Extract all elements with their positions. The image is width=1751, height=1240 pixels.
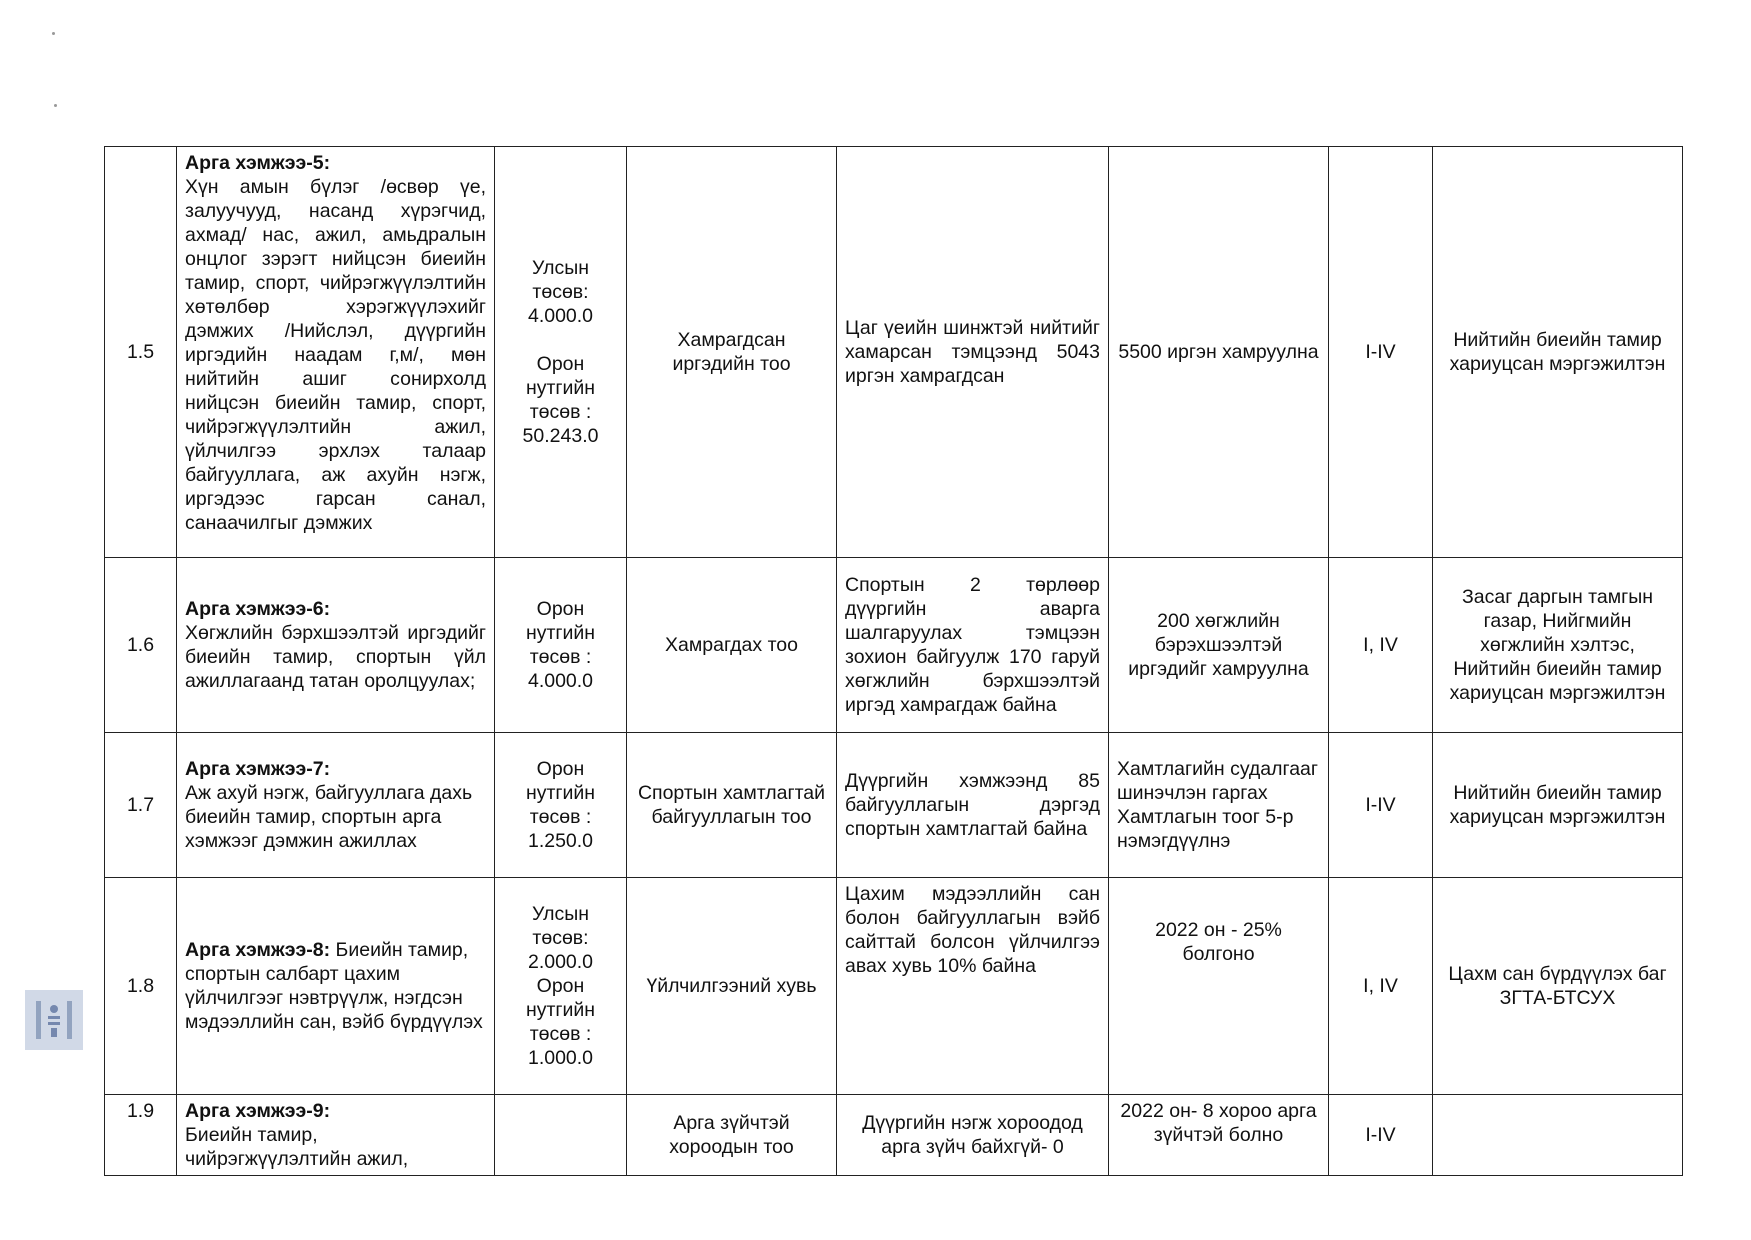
- scan-speck: [54, 104, 57, 107]
- action-title: Арга хэмжээ-8:: [185, 939, 331, 961]
- responsible-cell: Цахм сан бүрдүүлэх баг ЗГТА-БТСУХ: [1433, 878, 1683, 1095]
- budget-cell: Орон нутгийн төсөв : 4.000.0: [495, 558, 627, 733]
- budget-cell: Улсын төсөв: 2.000.0 Орон нутгийн төсөв : 1.000.0: [495, 878, 627, 1095]
- action-description: Аж ахуй нэгж, байгууллага дахь биеийн тамир, спортын арга хэмжээг дэмжин ажиллах: [185, 782, 473, 852]
- responsible-cell: Засаг даргын тамгын газар, Нийгмийн хөгжлийн хэлтэс, Нийтийн биеийн тамир хариуцсан мэргэжилтэн: [1433, 558, 1683, 733]
- budget-cell: Орон нутгийн төсөв : 1.250.0: [495, 733, 627, 878]
- action-cell: [177, 1095, 495, 1176]
- responsible-cell: [1433, 1095, 1683, 1176]
- indicator-cell: Арга зүйчтэй хороодын тоо: [627, 1095, 837, 1176]
- table-row: [105, 733, 1683, 878]
- scan-speck: [52, 32, 55, 35]
- table-row: [105, 558, 1683, 733]
- responsible-cell: Нийтийн биеийн тамир хариуцсан мэргэжилтэн: [1433, 733, 1683, 878]
- target-cell: 2022 он- 8 хороо арга зүйчтэй болно: [1109, 1095, 1329, 1176]
- action-cell: [177, 147, 495, 558]
- baseline-cell: Спортын 2 төрлөөр дүүргийн аварга шалгаруулах тэмцээн зохион байгуулж 170 гаруй хөгжлийн бэрхшээлтэй иргэд хамрагдаж байна: [837, 558, 1109, 733]
- period-cell: I-IV: [1329, 1095, 1433, 1176]
- action-description: Биеийн тамир, чийрэгжүүлэлтийн ажил,: [185, 1124, 409, 1170]
- action-plan-table: [104, 146, 1683, 1176]
- baseline-cell: Дүүргийн нэгж хороодод арга зүйч байхгүй- 0: [837, 1095, 1109, 1176]
- period-cell: I, IV: [1329, 878, 1433, 1095]
- indicator-cell: Спортын хамтлагтай байгууллагын тоо: [627, 733, 837, 878]
- row-number: 1.7: [105, 733, 177, 878]
- table-row: [105, 1095, 1683, 1176]
- action-cell: [177, 878, 495, 1095]
- indicator-cell: Хамрагдах тоо: [627, 558, 837, 733]
- period-cell: I-IV: [1329, 733, 1433, 878]
- budget-cell: Улсын төсөв: 4.000.0 Орон нутгийн төсөв : 50.243.0: [495, 147, 627, 558]
- target-cell: Хамтлагийн судалгааг шинэчлэн гаргах Хамтлагын тоог 5-р нэмэгдүүлнэ: [1109, 733, 1329, 878]
- action-cell: [177, 558, 495, 733]
- responsible-cell: Нийтийн биеийн тамир хариуцсан мэргэжилтэн: [1433, 147, 1683, 558]
- emblem-stamp: [25, 990, 83, 1050]
- row-number: 1.5: [105, 147, 177, 558]
- action-title: Арга хэмжээ-5:: [185, 152, 331, 174]
- period-cell: I-IV: [1329, 147, 1433, 558]
- table-row: [105, 147, 1683, 558]
- row-number: 1.9: [105, 1095, 177, 1176]
- baseline-cell: Цахим мэдээллийн сан болон байгууллагын вэйб сайттай болсон үйлчилгээ авах хувь 10% байна: [837, 878, 1109, 1095]
- target-cell: 200 хөгжлийн бэрэхшээлтэй иргэдийг хамруулна: [1109, 558, 1329, 733]
- action-description: Хүн амын бүлэг /өсвөр үе, залуучууд, насанд хүрэгчид, ахмад/ нас, ажил, амьдралын онцлог зэрэгт нийцсэн биеийн тамир, спорт, чийрэгжүүлэлтийн хөтөлбөр хэрэгжүүлэхийг дэмжих /Нийслэл, дүүргийн иргэдийн наадам г,м/, мөн нийтийн ашиг сонирхолд нийцсэн биеийн тамир, спорт, чийрэгжүүлэлтийн ажил, үйлчилгээ эрхлэх талаар байгууллага, аж ахуйн нэгж, иргэдээс гарсан санал, санаачилгыг дэмжих: [185, 176, 486, 534]
- indicator-cell: Хамрагдсан иргэдийн тоо: [627, 147, 837, 558]
- emblem-icon: [34, 997, 74, 1043]
- baseline-cell: Дүүргийн хэмжээнд 85 байгууллагын дэргэд спортын хамтлагтай байна: [837, 733, 1109, 878]
- row-number: 1.6: [105, 558, 177, 733]
- budget-cell: [495, 1095, 627, 1176]
- action-cell: [177, 733, 495, 878]
- target-cell: 2022 он - 25% болгоно: [1109, 878, 1329, 1095]
- baseline-cell: Цаг үеийн шинжтэй нийтийг хамарсан тэмцээнд 5043 иргэн хамрагдсан: [837, 147, 1109, 558]
- action-title: Арга хэмжээ-6:: [185, 598, 331, 620]
- action-title: Арга хэмжээ-9:: [185, 1100, 331, 1122]
- period-cell: I, IV: [1329, 558, 1433, 733]
- action-title: Арга хэмжээ-7:: [185, 758, 331, 780]
- target-cell: 5500 иргэн хамруулна: [1109, 147, 1329, 558]
- table-row: [105, 878, 1683, 1095]
- row-number: 1.8: [105, 878, 177, 1095]
- indicator-cell: Үйлчилгээний хувь: [627, 878, 837, 1095]
- action-description: Биеийн тамир, спортын салбарт цахим үйлчилгээг нэвтрүүлж, нэгдсэн мэдээллийн сан, вэйб бүрдүүлэх: [185, 939, 483, 1033]
- action-description: Хөгжлийн бэрхшээлтэй иргэдийг биеийн тамир, спортын үйл ажиллагаанд татан оролцуулах;: [185, 622, 486, 692]
